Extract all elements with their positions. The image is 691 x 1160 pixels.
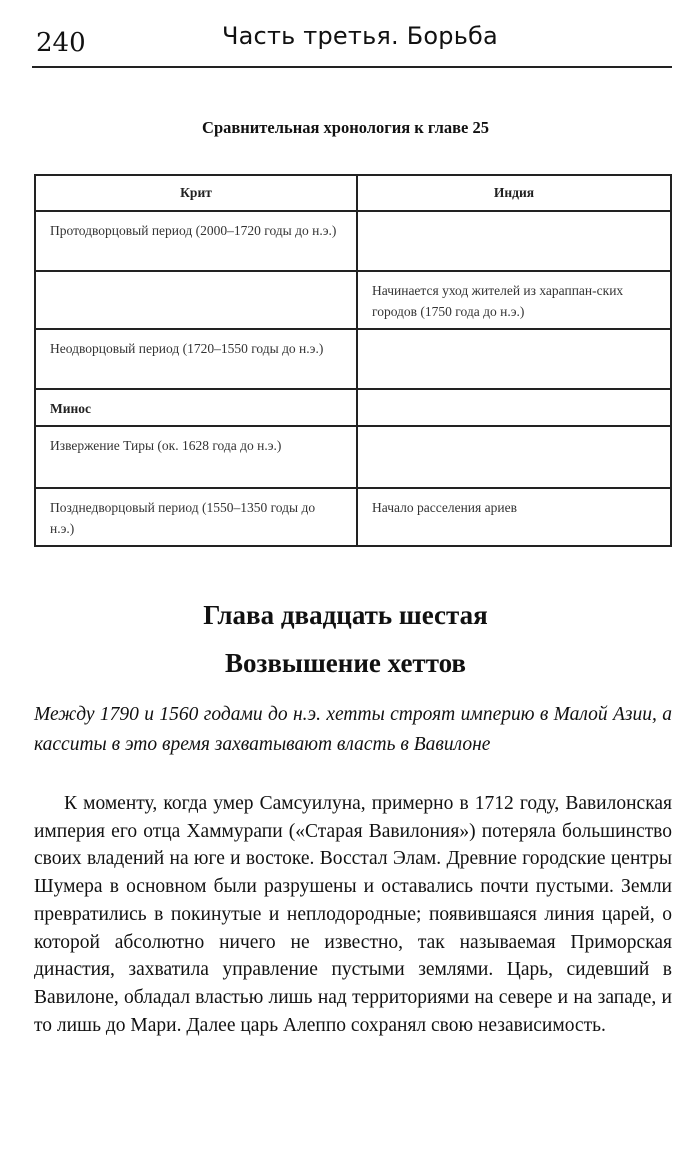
table-cell-india: Начинается уход жителей из хараппан-ских городов (1750 года до н.э.) [357, 271, 671, 329]
body-paragraph: К моменту, когда умер Самсуилуна, примерно в 1712 году, Вавилонская империя его отца Хаммурапи («Старая Вавилония») потеряла большинство своих владений на юге и востоке. Восстал Элам. Древние городские центры Шумера в основном были разрушены и оставались почти пустыми. Земли превратились в покинутые и неплодородные; появившаяся линия царей, о которой абсолютно ничего не известно, так называемая Приморская династия, захватила управление пустыми землями. Царь, сидевший в Вавилоне, обладал властью лишь над территориями на севере и на западе, и то лишь до Мари. Далее царь Алеппо сохранял свою независимость. [34, 793, 672, 1036]
table-cell-india [357, 211, 671, 271]
column-header-india: Индия [357, 175, 671, 211]
table-cell-india [357, 329, 671, 389]
column-header-crete: Крит [35, 175, 357, 211]
table-row [35, 426, 671, 488]
table-cell-crete: Неодворцовый период (1720–1550 годы до н.э.) [35, 329, 357, 389]
table-cell-crete: Позднедворцовый период (1550–1350 годы до н.э.) [35, 488, 357, 546]
table-cell-india [357, 426, 671, 488]
table-row [35, 389, 671, 426]
table-row [35, 329, 671, 389]
page-header [32, 18, 672, 66]
table-row [35, 271, 671, 329]
page-number: 240 [36, 28, 86, 58]
header-rule [32, 66, 672, 68]
table-cell-crete: Протодворцовый период (2000–1720 годы до н.э.) [35, 211, 357, 271]
chapter-epigraph: Между 1790 и 1560 годами до н.э. хетты строят империю в Малой Азии, а касситы в это время захватывают власть в Вавилоне [34, 704, 672, 755]
table-cell-crete: Минос [35, 389, 357, 426]
running-title: Часть третья. Борьба [222, 22, 498, 50]
table-cell-crete [35, 271, 357, 329]
table-cell-crete: Извержение Тиры (ок. 1628 года до н.э.) [35, 426, 357, 488]
chronology-table [34, 174, 672, 547]
chapter-number: Глава двадцать шестая [203, 600, 488, 630]
table-cell-india [357, 389, 671, 426]
table-row [35, 488, 671, 546]
table-title: Сравнительная хронология к главе 25 [202, 118, 489, 137]
chapter-title: Возвышение хеттов [224, 648, 467, 678]
table-header-row [35, 175, 671, 211]
table-cell-india: Начало расселения ариев [357, 488, 671, 546]
table-row [35, 211, 671, 271]
